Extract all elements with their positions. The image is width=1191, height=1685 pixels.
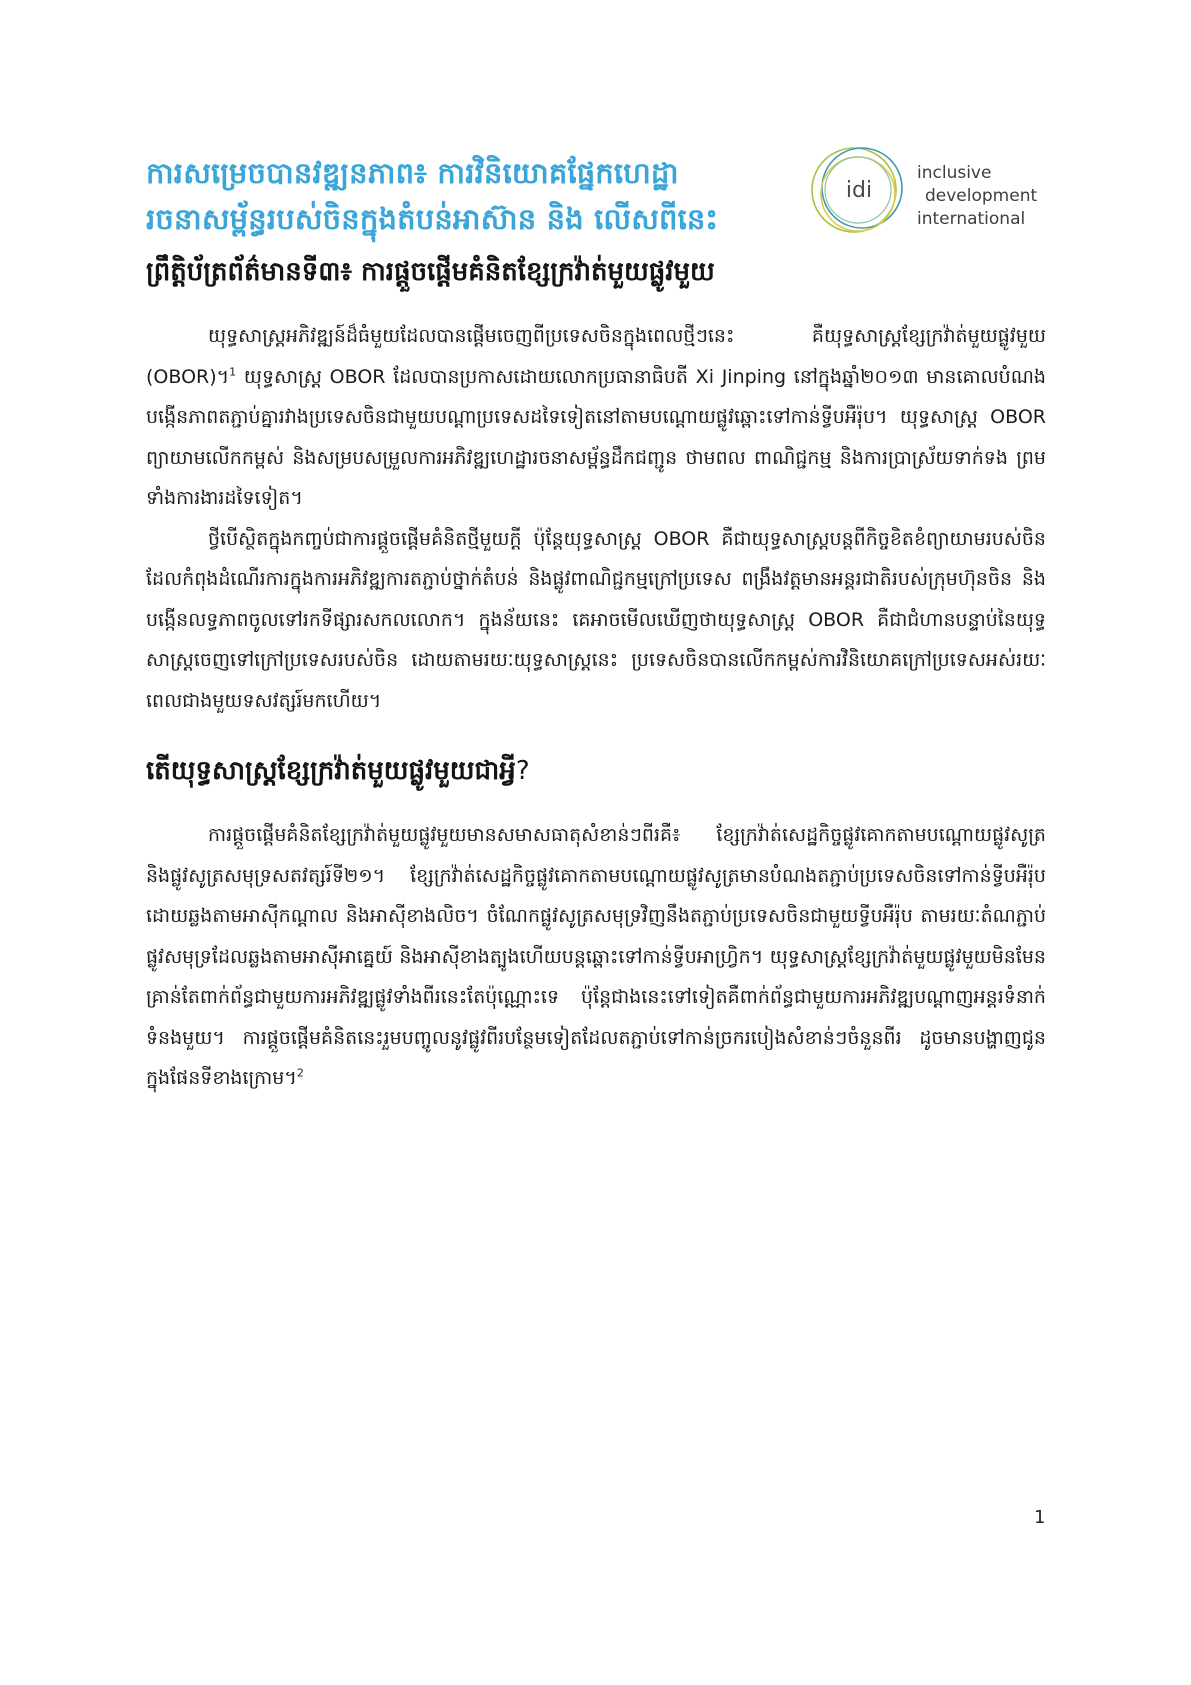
logo-line-2: development <box>925 186 1038 206</box>
section-heading-2-text: តើយុទ្ធសាស្ត្រខ្សែក្រវ៉ាត់មួយផ្លូវមួយជាអ្វី <box>146 756 516 786</box>
document-body <box>146 252 1046 1099</box>
logo-wordmark <box>917 162 1037 231</box>
paragraph-3 <box>146 815 1046 1099</box>
footnote-ref-1[interactable]: 1 <box>229 365 237 379</box>
title-line-2: រចនាសម្ព័ន្ធរបស់ចិនក្នុងតំបន់អាស៊ាន និង លើសពីនេះ <box>146 202 719 236</box>
footnote-ref-2[interactable]: 2 <box>296 1066 304 1080</box>
paragraph-2: ថ្វីបើស្ថិតក្នុងកញ្ចប់ជាការផ្តួចផ្តើមគំនិតថ្មីមួយក្តី ប៉ុន្តែយុទ្ធសាស្ត្រ OBOR គឺជាយុទ្ធសាស្ត្របន្តពីកិច្ចខិតខំព្យាយាមរបស់ចិនដែលកំពុងដំណើរការក្នុងការអភិវឌ្ឍការតភ្ជាប់ថ្នាក់តំបន់ និងផ្លូវពាណិជ្ជកម្មក្រៅប្រទេស ពង្រឹងវត្តមានអន្តរជាតិរបស់ក្រុមហ៊ុនចិន និងបង្កើនលទ្ធភាពចូលទៅរកទីផ្សារសកលលោក។ ក្នុងន័យនេះ គេអាចមើលឃើញថាយុទ្ធសាស្ត្រ OBOR គឺជាជំហានបន្ទាប់នៃយុទ្ធសាស្ត្រចេញទៅក្រៅប្រទេសរបស់ចិន ដោយតាមរយៈយុទ្ធសាស្ត្រនេះ ប្រទេសចិនបានលើកកម្ពស់ការវិនិយោគក្រៅប្រទេសអស់រយៈពេលជាងមួយទសវត្សរ៍មកហើយ។ <box>146 527 1046 712</box>
section-heading-2 <box>146 751 1046 791</box>
section-what-is-obor <box>146 751 1046 1099</box>
document-header <box>146 150 786 242</box>
document-title <box>146 150 786 242</box>
section-heading-1: ព្រឹត្តិប័ត្រព័ត៌មានទី៣៖ ការផ្តួចផ្តើមគំនិតខ្សែក្រវ៉ាត់មួយផ្លូវមួយ <box>146 257 715 287</box>
idi-logo <box>806 140 1066 240</box>
paragraph-3-text: ការផ្តួចផ្តើមគំនិតខ្សែក្រវ៉ាត់មួយផ្លូវមួយមានសមាសធាតុសំខាន់ៗពីរគឺ៖ ខ្សែក្រវ៉ាត់សេដ្ឋកិច្ចផ្លូវគោកតាមបណ្តោយផ្លូវសូត្រ និងផ្លូវសូត្រសមុទ្រសតវត្សរ៍ទី២១។ ខ្សែក្រវ៉ាត់សេដ្ឋកិច្ចផ្លូវគោកតាមបណ្តោយផ្លូវសូត្រមានបំណងតភ្ជាប់ប្រទេសចិនទៅកាន់ទ្វីបអឺរ៉ុបដោយឆ្លងតាមអាស៊ីកណ្តាល និងអាស៊ីខាងលិច។ ចំណែកផ្លូវសូត្រសមុទ្រវិញនឹងតភ្ជាប់ប្រទេសចិនជាមួយទ្វីបអឺរ៉ុប តាមរយៈតំណភ្ជាប់ផ្លូវសមុទ្រដែលឆ្លងតាមអាស៊ីអាគ្នេយ៍ និងអាស៊ីខាងត្បូងហើយបន្តឆ្ពោះទៅកាន់ទ្វីបអាហ្វ្រិក។ យុទ្ធសាស្ត្រខ្សែក្រវ៉ាត់មួយផ្លូវមួយមិនមែនគ្រាន់តែពាក់ព័ន្ធជាមួយការអភិវឌ្ឍផ្លូវទាំងពីរនេះតែប៉ុណ្ណោះទេ ប៉ុន្តែជាងនេះទៅទៀតគឺពាក់ព័ន្ធជាមួយការអភិវឌ្ឍបណ្តាញអន្តរទំនាក់ទំនងមួយ។ ការផ្តួចផ្តើមគំនិតនេះរួមបញ្ចូលនូវផ្លូវពីរបន្ថែមទៀតដែលតភ្ជាប់ទៅកាន់ច្រករបៀងសំខាន់ៗចំនួនពីរ ដូចមានបង្ហាញជូនក្នុងផែនទីខាងក្រោម។ <box>146 824 1046 1089</box>
logo-mark: idi <box>845 177 873 203</box>
logo-line-1: inclusive <box>917 163 992 183</box>
section-heading-2-mark: ? <box>515 756 530 786</box>
page-number: 1 <box>1034 1507 1046 1528</box>
logo-line-3: international <box>917 209 1026 229</box>
paragraph-1-text: យុទ្ធសាស្ត្រអភិវឌ្ឍន៍ដ៏ធំមួយដែលបានផ្តើមចេញពីប្រទេសចិនក្នុងពេលថ្មីៗនេះ គឺយុទ្ធសាស្ត្រខ្សែក្រវ៉ាត់មួយផ្លូវមួយ (OBOR)។ <box>146 325 1046 388</box>
section-briefing-3 <box>146 252 1046 721</box>
title-line-1: ការសម្រេចបានវឌ្ឍនភាព៖ ការវិនិយោគផ្នែកហេដ្ឋា <box>146 156 679 190</box>
paragraph-1-rest: យុទ្ធសាស្ត្រ OBOR ដែលបានប្រកាសដោយលោកប្រធានាធិបតី Xi Jinping នៅក្នុងឆ្នាំ២០១៣ មានគោលបំណងបង្កើនភាពតភ្ជាប់គ្នារវាងប្រទេសចិនជាមួយបណ្តាប្រទេសដទៃទៀតនៅតាមបណ្តោយផ្លូវឆ្ពោះទៅកាន់ទ្វីបអឺរ៉ុប។ យុទ្ធសាស្ត្រ OBOR ព្យាយាមលើកកម្ពស់ និងសម្របសម្រួលការអភិវឌ្ឍហេដ្ឋារចនាសម្ព័ន្ធដឹកជញ្ជូន ថាមពល ពាណិជ្ជកម្ម និងការប្រាស្រ័យទាក់ទង ព្រមទាំងការងារដទៃទៀត។ <box>146 365 1046 509</box>
paragraph-1 <box>146 316 1046 519</box>
